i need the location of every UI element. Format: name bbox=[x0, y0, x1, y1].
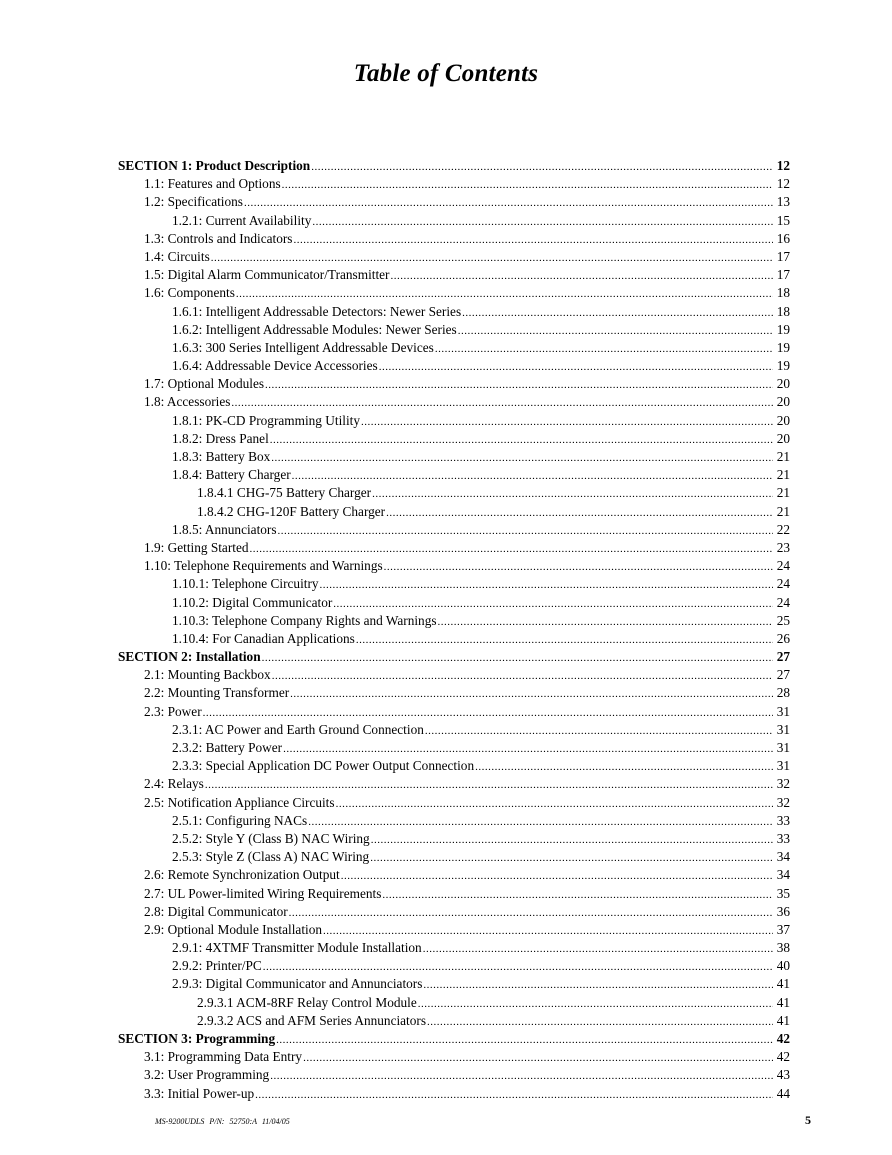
page-number: 5 bbox=[805, 1113, 811, 1127]
toc-entry-page: 27 bbox=[776, 667, 790, 683]
dot-leader bbox=[272, 667, 773, 685]
toc-entry[interactable] bbox=[118, 921, 790, 939]
toc-entry-page: 37 bbox=[776, 921, 790, 937]
toc-entry-label: 2.3.3: Special Application DC Power Output Connection bbox=[172, 758, 475, 774]
toc-entry[interactable] bbox=[118, 339, 790, 357]
toc-entry[interactable] bbox=[118, 830, 790, 848]
dot-leader bbox=[333, 595, 773, 613]
toc-entry-label: 1.10.2: Digital Communicator bbox=[172, 594, 333, 610]
toc-entry[interactable] bbox=[118, 266, 790, 284]
dot-leader bbox=[423, 940, 773, 958]
toc-entry-label: 2.9.3: Digital Communicator and Annunciators bbox=[172, 976, 423, 992]
toc-entry-page: 12 bbox=[776, 176, 790, 192]
toc-entry[interactable] bbox=[118, 412, 790, 430]
toc-entry[interactable] bbox=[118, 903, 790, 921]
toc-entry[interactable] bbox=[118, 1066, 790, 1084]
toc-entry-label: 2.9: Optional Module Installation bbox=[144, 921, 323, 937]
toc-entry-page: 13 bbox=[776, 194, 790, 210]
toc-entry-page: 15 bbox=[776, 212, 790, 228]
toc-entry-label: 1.10.4: For Canadian Applications bbox=[172, 630, 355, 646]
footer-part-number: P/N: 52750:A bbox=[209, 1117, 257, 1126]
dot-leader bbox=[292, 467, 773, 485]
toc-entry-page: 20 bbox=[776, 412, 790, 428]
toc-entry-page: 17 bbox=[776, 267, 790, 283]
toc-entry-page: 21 bbox=[776, 467, 790, 483]
toc-section-entry[interactable] bbox=[118, 1030, 790, 1048]
toc-entry-label: 3.1: Programming Data Entry bbox=[144, 1049, 303, 1065]
toc-entry[interactable] bbox=[118, 175, 790, 193]
toc-entry[interactable] bbox=[118, 957, 790, 975]
toc-entry-label: 2.6: Remote Synchronization Output bbox=[144, 867, 340, 883]
toc-entry-label: 2.9.1: 4XTMF Transmitter Module Installation bbox=[172, 940, 422, 956]
dot-leader bbox=[290, 685, 773, 703]
toc-entry-label: 1.6: Components bbox=[144, 285, 235, 301]
dot-leader bbox=[270, 1067, 773, 1085]
toc-entry-label: 1.6.1: Intelligent Addressable Detectors: Newer Series bbox=[172, 303, 462, 319]
dot-leader bbox=[311, 158, 773, 176]
dot-leader bbox=[270, 431, 773, 449]
toc-entry[interactable] bbox=[118, 866, 790, 884]
toc-entry-label: 1.8.1: PK-CD Programming Utility bbox=[172, 412, 361, 428]
toc-entry-page: 41 bbox=[776, 994, 790, 1010]
toc-entry[interactable] bbox=[118, 703, 790, 721]
toc-entry[interactable] bbox=[118, 885, 790, 903]
toc-entry-label: 2.7: UL Power-limited Wiring Requirements bbox=[144, 885, 382, 901]
toc-entry-label: 1.6.4: Addressable Device Accessories bbox=[172, 358, 378, 374]
toc-entry-label: 2.3: Power bbox=[144, 703, 202, 719]
toc-entry-label: 2.8: Digital Communicator bbox=[144, 903, 288, 919]
toc-entry[interactable] bbox=[118, 284, 790, 302]
dot-leader bbox=[438, 613, 773, 631]
dot-leader bbox=[379, 358, 773, 376]
toc-entry-page: 33 bbox=[776, 812, 790, 828]
toc-entry-page: 18 bbox=[776, 303, 790, 319]
toc-entry-page: 24 bbox=[776, 576, 790, 592]
toc-entry-label: 1.10.1: Telephone Circuitry bbox=[172, 576, 319, 592]
toc-entry[interactable] bbox=[118, 684, 790, 702]
dot-leader bbox=[236, 285, 773, 303]
toc-entry-page: 23 bbox=[776, 539, 790, 555]
toc-entry[interactable] bbox=[118, 375, 790, 393]
dot-leader bbox=[244, 194, 773, 212]
dot-leader bbox=[283, 740, 773, 758]
dot-leader bbox=[458, 322, 773, 340]
toc-entry-page: 34 bbox=[776, 849, 790, 865]
toc-entry[interactable] bbox=[118, 630, 790, 648]
dot-leader bbox=[205, 776, 773, 794]
toc-entry-page: 26 bbox=[776, 630, 790, 646]
toc-entry[interactable] bbox=[118, 1012, 790, 1030]
toc-entry-page: 32 bbox=[776, 794, 790, 810]
dot-leader bbox=[423, 976, 773, 994]
page-title: Table of Contents bbox=[353, 60, 539, 87]
dot-leader bbox=[382, 886, 773, 904]
toc-entry-label: 2.3.1: AC Power and Earth Ground Connection bbox=[172, 721, 424, 737]
toc-entry[interactable] bbox=[118, 466, 790, 484]
toc-entry-page: 35 bbox=[776, 885, 790, 901]
dot-leader bbox=[250, 540, 773, 558]
toc-entry[interactable] bbox=[118, 484, 790, 502]
toc-entry-label: 1.10.3: Telephone Company Rights and Warnings bbox=[172, 612, 437, 628]
page-footer bbox=[155, 1117, 290, 1126]
toc-entry-page: 34 bbox=[776, 867, 790, 883]
toc-entry-page: 24 bbox=[776, 558, 790, 574]
toc-entry-label: 2.5.3: Style Z (Class A) NAC Wiring bbox=[172, 849, 370, 865]
dot-leader bbox=[462, 304, 773, 322]
toc-entry-label: 1.8.2: Dress Panel bbox=[172, 430, 269, 446]
dot-leader bbox=[203, 704, 773, 722]
toc-entry-label: 1.8.3: Battery Box bbox=[172, 449, 271, 464]
toc-entry[interactable] bbox=[118, 503, 790, 521]
toc-entry[interactable] bbox=[118, 1048, 790, 1066]
toc-entry[interactable] bbox=[118, 193, 790, 211]
toc-entry-page: 24 bbox=[776, 594, 790, 610]
toc-entry-page: 31 bbox=[776, 703, 790, 719]
toc-entry-label: 1.6.3: 300 Series Intelligent Addressable Devices bbox=[172, 339, 434, 355]
dot-leader bbox=[271, 449, 773, 467]
toc-entry-label: 1.10: Telephone Requirements and Warnings bbox=[144, 558, 383, 574]
toc-entry-label: 1.3: Controls and Indicators bbox=[144, 230, 293, 246]
toc-entry-label: SECTION 1: Product Description bbox=[118, 158, 311, 173]
toc-entry-label: 1.8.4.1 CHG-75 Battery Charger bbox=[197, 485, 372, 501]
dot-leader bbox=[390, 267, 773, 285]
toc-entry-label: 2.2: Mounting Transformer bbox=[144, 685, 290, 701]
toc-entry-page: 31 bbox=[776, 758, 790, 774]
toc-entry-page: 40 bbox=[776, 958, 790, 974]
dot-leader bbox=[231, 394, 773, 412]
toc-entry-page: 16 bbox=[776, 230, 790, 246]
toc-entry-label: 2.5.1: Configuring NACs bbox=[172, 812, 308, 828]
dot-leader bbox=[265, 376, 773, 394]
toc-entry[interactable] bbox=[118, 393, 790, 411]
toc-entry-page: 31 bbox=[776, 740, 790, 755]
toc-entry-label: 1.8.4.2 CHG-120F Battery Charger bbox=[197, 503, 386, 519]
toc-entry-page: 17 bbox=[776, 248, 790, 264]
toc-entry-page: 38 bbox=[776, 940, 790, 956]
toc-entry-page: 19 bbox=[776, 358, 790, 374]
toc-entry-page: 21 bbox=[776, 449, 790, 464]
toc-entry-page: 31 bbox=[776, 721, 790, 737]
toc-entry-label: 2.5.2: Style Y (Class B) NAC Wiring bbox=[172, 830, 370, 846]
toc-entry-page: 28 bbox=[776, 685, 790, 701]
toc-entry-page: 33 bbox=[776, 830, 790, 846]
toc-entry[interactable] bbox=[118, 430, 790, 448]
dot-leader bbox=[372, 485, 773, 503]
dot-leader bbox=[384, 558, 773, 576]
toc-entry[interactable] bbox=[118, 812, 790, 830]
toc-entry[interactable] bbox=[118, 612, 790, 630]
toc-entry[interactable] bbox=[118, 848, 790, 866]
toc-entry[interactable] bbox=[118, 739, 790, 757]
toc-entry[interactable] bbox=[118, 248, 790, 266]
dot-leader bbox=[303, 1049, 773, 1067]
toc-entry-page: 32 bbox=[776, 776, 790, 792]
dot-leader bbox=[425, 722, 773, 740]
dot-leader bbox=[312, 213, 773, 231]
toc-entry-label: 1.7: Optional Modules bbox=[144, 376, 265, 392]
dot-leader bbox=[255, 1086, 773, 1104]
toc-entry[interactable] bbox=[118, 1085, 790, 1103]
dot-leader bbox=[475, 758, 773, 776]
toc-section-entry[interactable] bbox=[118, 157, 790, 175]
toc-entry-label: 1.9: Getting Started bbox=[144, 539, 249, 555]
dot-leader bbox=[278, 522, 773, 540]
toc-entry-label: 1.6.2: Intelligent Addressable Modules: Newer Series bbox=[172, 321, 457, 337]
dot-leader bbox=[293, 231, 773, 249]
toc-entry[interactable] bbox=[118, 594, 790, 612]
toc-entry-label: 2.9.3.1 ACM-8RF Relay Control Module bbox=[197, 994, 417, 1010]
toc-entry-page: 43 bbox=[776, 1067, 790, 1083]
toc-entry-page: 27 bbox=[776, 649, 790, 665]
toc-entry[interactable] bbox=[118, 575, 790, 593]
toc-entry[interactable] bbox=[118, 557, 790, 575]
toc-entry-label: 2.3.2: Battery Power bbox=[172, 740, 283, 755]
toc-entry-label: 1.5: Digital Alarm Communicator/Transmitter bbox=[144, 267, 390, 283]
toc-entry-page: 42 bbox=[776, 1049, 790, 1065]
dot-leader bbox=[262, 649, 773, 667]
footer-doc-id: MS-9200UDLS bbox=[155, 1117, 205, 1126]
dot-leader bbox=[386, 504, 773, 522]
dot-leader bbox=[276, 1031, 773, 1049]
toc-entry-page: 19 bbox=[776, 339, 790, 355]
toc-entry[interactable] bbox=[118, 303, 790, 321]
toc-entry-label: 2.9.3.2 ACS and AFM Series Annunciators bbox=[197, 1012, 427, 1028]
toc-entry-label: 1.8: Accessories bbox=[144, 394, 231, 410]
toc-entry-label: 1.4: Circuits bbox=[144, 248, 210, 264]
toc-entry-page: 22 bbox=[776, 521, 790, 537]
dot-leader bbox=[263, 958, 773, 976]
dot-leader bbox=[336, 795, 773, 813]
toc-entry-label: 2.5: Notification Appliance Circuits bbox=[144, 794, 335, 810]
toc-entry-page: 20 bbox=[776, 430, 790, 446]
toc-entry[interactable] bbox=[118, 939, 790, 957]
toc-entry[interactable] bbox=[118, 994, 790, 1012]
toc-entry-label: 1.8.4: Battery Charger bbox=[172, 467, 291, 483]
toc-entry[interactable] bbox=[118, 448, 790, 466]
toc-entry-page: 41 bbox=[776, 1012, 790, 1028]
dot-leader bbox=[418, 995, 773, 1013]
toc-entry-label: SECTION 2: Installation bbox=[118, 649, 261, 665]
toc-entry-label: 3.2: User Programming bbox=[144, 1067, 270, 1083]
toc-entry-page: 42 bbox=[776, 1031, 790, 1046]
toc-entry-page: 21 bbox=[776, 485, 790, 501]
toc-entry[interactable] bbox=[118, 539, 790, 557]
dot-leader bbox=[341, 867, 773, 885]
toc-entry-page: 20 bbox=[776, 376, 790, 392]
table-of-contents bbox=[118, 157, 790, 1103]
toc-entry[interactable] bbox=[118, 975, 790, 993]
toc-entry-page: 12 bbox=[776, 158, 790, 173]
toc-entry-label: 3.3: Initial Power-up bbox=[144, 1085, 255, 1101]
toc-entry-page: 44 bbox=[776, 1085, 790, 1101]
dot-leader bbox=[320, 576, 773, 594]
toc-entry-page: 19 bbox=[776, 321, 790, 337]
toc-entry[interactable] bbox=[118, 666, 790, 684]
toc-entry-label: 1.2: Specifications bbox=[144, 194, 243, 210]
toc-entry[interactable] bbox=[118, 757, 790, 775]
toc-entry[interactable] bbox=[118, 230, 790, 248]
toc-entry-page: 20 bbox=[776, 394, 790, 410]
dot-leader bbox=[435, 340, 773, 358]
toc-entry[interactable] bbox=[118, 721, 790, 739]
dot-leader bbox=[211, 249, 773, 267]
toc-entry[interactable] bbox=[118, 321, 790, 339]
toc-entry-label: 1.8.5: Annunciators bbox=[172, 521, 277, 537]
toc-entry[interactable] bbox=[118, 212, 790, 230]
toc-entry-page: 36 bbox=[776, 903, 790, 919]
dot-leader bbox=[370, 849, 773, 867]
toc-section-entry[interactable] bbox=[118, 648, 790, 666]
toc-entry-page: 18 bbox=[776, 285, 790, 301]
toc-entry[interactable] bbox=[118, 775, 790, 793]
dot-leader bbox=[289, 904, 773, 922]
toc-entry-label: 1.2.1: Current Availability bbox=[172, 212, 312, 228]
toc-entry-label: SECTION 3: Programming bbox=[118, 1031, 276, 1046]
dot-leader bbox=[361, 413, 773, 431]
toc-entry[interactable] bbox=[118, 521, 790, 539]
dot-leader bbox=[356, 631, 773, 649]
dot-leader bbox=[282, 176, 773, 194]
footer-date: 11/04/05 bbox=[261, 1117, 290, 1126]
toc-entry[interactable] bbox=[118, 357, 790, 375]
toc-entry-page: 25 bbox=[776, 612, 790, 628]
toc-entry[interactable] bbox=[118, 794, 790, 812]
dot-leader bbox=[323, 922, 773, 940]
toc-entry-label: 2.4: Relays bbox=[144, 776, 204, 792]
dot-leader bbox=[427, 1013, 773, 1031]
toc-entry-page: 41 bbox=[776, 976, 790, 992]
dot-leader bbox=[371, 831, 773, 849]
toc-entry-page: 21 bbox=[776, 503, 790, 519]
toc-entry-label: 1.1: Features and Options bbox=[144, 176, 281, 192]
dot-leader bbox=[308, 813, 773, 831]
toc-entry-label: 2.1: Mounting Backbox bbox=[144, 667, 271, 683]
toc-entry-label: 2.9.2: Printer/PC bbox=[172, 958, 262, 974]
